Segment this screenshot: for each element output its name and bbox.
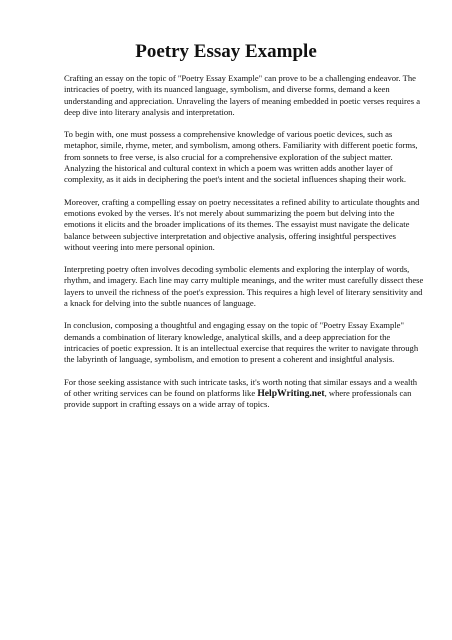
document-body (64, 73, 424, 421)
paragraph-intro: Crafting an essay on the topic of "Poetry Essay Example" can prove to be a challenging endeavor. The intricacies of poetry, with its nuanced language, symbolism, and diverse forms, demand a keen understanding and appreciation. Unraveling the layers of meaning embedded in poetic verses requires a deep dive into literary analysis and interpretation. (64, 73, 421, 117)
document-title: Poetry Essay Example (135, 41, 317, 62)
paragraph-interpretation: Interpreting poetry often involves decoding symbolic elements and exploring the interplay of words, rhythm, and imagery. Each line may carry multiple meanings, and the writer must carefully dissect these layers to unveil the richness of the poet's expression. This requires a high level of literary sensitivity and a knack for delving into the subtle nuances of language. (64, 264, 424, 309)
paragraph-conclusion: In conclusion, composing a thoughtful and engaging essay on the topic of "Poetry Essay Example" demands a combination of literary knowledge, analytical skills, and a deep appreciation for the intricacies of poetic expression. It is an intellectual exercise that requires the writer to navigate through the labyrinth of language, symbolism, and emotion to present a coherent and insightful analysis. (64, 320, 419, 365)
paragraph-assistance (64, 377, 424, 411)
paragraph-articulation: Moreover, crafting a compelling essay on poetry necessitates a refined ability to articulate thoughts and emotions evoked by the verses. It's not merely about summarizing the poem but delving into the emotions it elicits and the broader implications of its themes. The essayist must navigate the delicate balance between subjective interpretation and objective analysis, offering insightful perspectives without veering into mere personal opinion. (64, 196, 420, 252)
helpwriting-link[interactable]: HelpWriting.net (257, 387, 325, 399)
assistance-text-before: For those seeking assistance with such intricate tasks, it's worth noting that similar essays and a wealth of other writing services can be found on platforms like (64, 376, 418, 398)
paragraph-devices: To begin with, one must possess a comprehensive knowledge of various poetic devices, such as metaphor, simile, rhyme, meter, and symbolism, among others. Familiarity with different poetic forms, from sonnets to free verse, is also crucial for a comprehensive exploration of the subject matter. Analyzing the historical and cultural context in which a poem was written adds another layer of complexity, as it aids in deciphering the poet's intent and the societal influences shaping their work. (64, 129, 418, 185)
assistance-text-after: , where professionals can provide support in crafting essays on a wide array of topics. (64, 387, 412, 410)
